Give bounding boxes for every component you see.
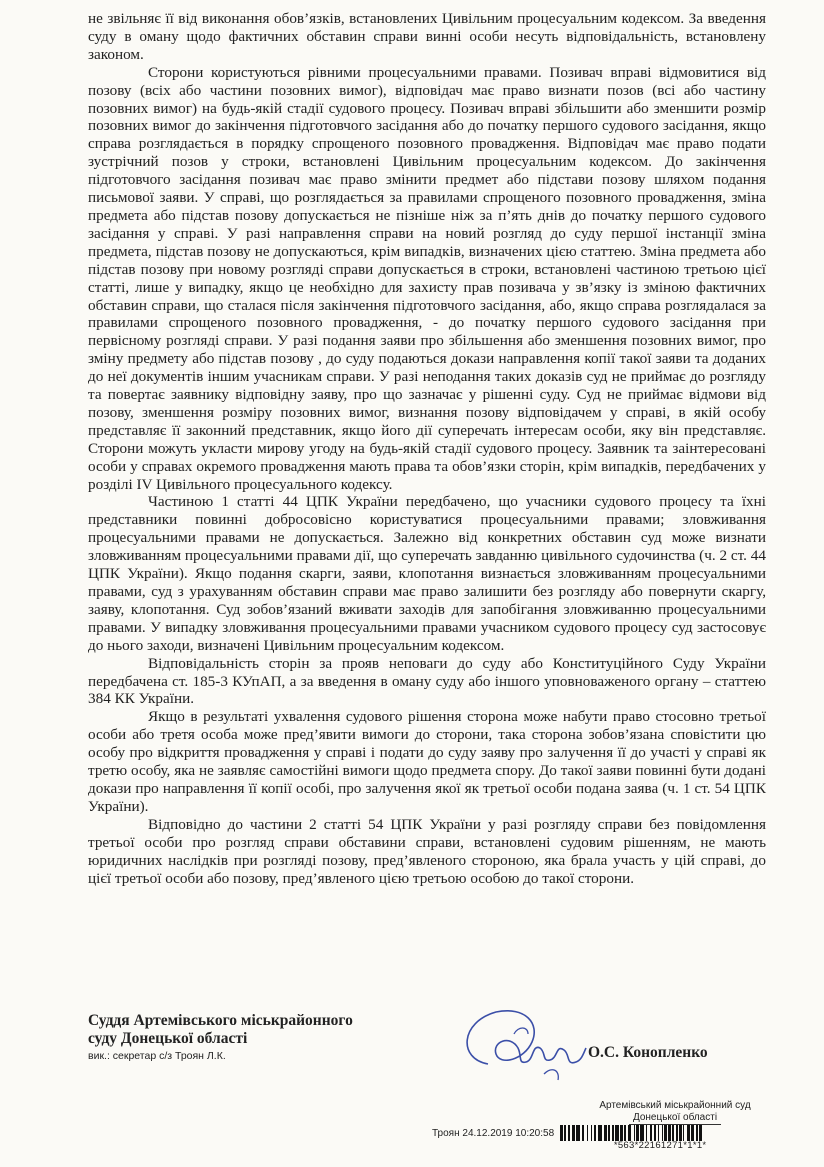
barcode-bar [598, 1125, 599, 1141]
barcode-bar [595, 1125, 596, 1141]
barcode-bar [658, 1125, 659, 1141]
handwritten-signature [448, 1004, 588, 1084]
barcode-caption: Троян 24.12.2019 10:20:58 [432, 1128, 555, 1139]
barcode-bar [560, 1125, 562, 1141]
barcode-bar [680, 1125, 682, 1141]
barcode-id: *563*22161271*1*1* [613, 1140, 707, 1151]
barcode-bar [688, 1125, 690, 1141]
barcode-bar [654, 1125, 655, 1141]
barcode-bar [578, 1125, 579, 1141]
document-body [88, 10, 766, 887]
barcode-container [560, 1125, 760, 1151]
barcode-bar [670, 1125, 671, 1141]
court-stamp [580, 1100, 770, 1125]
barcode-icon [560, 1125, 760, 1141]
barcode-bar [579, 1125, 580, 1141]
barcode-bar [572, 1125, 574, 1141]
barcode-bar [679, 1125, 680, 1141]
barcode-bar [599, 1125, 600, 1141]
barcode-bar [668, 1125, 670, 1141]
barcode-bar [672, 1125, 674, 1141]
barcode-bar [628, 1125, 630, 1141]
barcode-bar [691, 1125, 692, 1141]
judge-title-line1: Суддя Артемівського міськрайонного [88, 1012, 353, 1029]
paragraph-parties-rights: Сторони користуються рівними процесуальними правами. Позивач вправі відмовитися від позову (всіх або частини позовних вимог), відповідач має право визнати позов (всі або частину позовних вимог) на будь-якій стадії судового процесу. Позивач вправі збільшити або зменшити розмір позовних вимог до закінчення підготовчого засідання або до початку першого судового засідання, якщо справа розглядається в порядку спрощеного позовного провадження. Відповідач має право подати зустрічний позов у строки, встановлені Цивільним процесуальним кодексом. До закінчення підготовчого засідання позивач має право змінити предмет або підстави позову шляхом подання письмової заяви. У справі, що розглядається за правилами спрощеного позовного провадження, зміна предмета або підстав позову допускається не пізніше ніж за п’ять днів до початку першого судового засідання у справі. У разі направлення справи на новий розгляд до суду першої інстанції зміна предмета, підстав позову не допускаються, крім випадків, визначених цією статтею. Зміна предмета або підстав позову при новому розгляді справи допускається в строки, встановлені частиною третьою цієї статті, лише у випадку, якщо це необхідно для захисту прав позивача у зв’язку із зміною фактичних обставин справи, що сталася після закінчення підготовчого засідання, або, якщо справа розглядалася за правилами спрощеного позовного провадження, - до початку першого судового засідання при первісному розгляді справи. У разі подання заяви про збільшення або зменшення позовних вимог, про зміну предмету або підстав позову , до суду подаються докази направлення копії такої заяви та доданих до неї документів іншим учасникам справи. У разі неподання таких доказів суд не приймає до розгляду та повертає заявнику відповідну заяву, про що зазначає у рішенні суду. Суд не приймає відмови від позову, зменшення розміру позовних вимог, визнання позову відповідачем у справі, в якій особу представляє її законний представник, якщо його дії суперечать інтересам особи, яку він представляє. Сторони можуть укласти мирову угоду на будь-якій стадії судового процесу. Заявник та заінтересовані особи у справах окремого провадження мають права та обов’язки сторін, крім випадків, передбачених у розділі IV Цивільного процесуального кодексу. [88, 63, 766, 493]
barcode-bar [604, 1125, 606, 1141]
barcode-bar [692, 1125, 694, 1141]
barcode-bar [618, 1125, 619, 1141]
barcode-bar [600, 1125, 602, 1141]
barcode-bar [568, 1125, 570, 1141]
barcode-bar [699, 1125, 700, 1141]
barcode-bar [624, 1125, 626, 1141]
barcode-bar [622, 1125, 623, 1141]
barcode-bar [696, 1125, 698, 1141]
paragraph-third-party-consequences: Відповідно до частини 2 статті 54 ЦПК України у разі розгляду справи без повідомлення третьої особи про розгляд справи обставини справи, встановлені судовим рішенням, не мають юридичних наслідків при розгляді позову, пред’явленого стороною, яка брала участь у цій справі, до цієї третьої особи або позову, пред’явленого цією третьою особою до такої сторони. [88, 815, 766, 887]
barcode-bar [634, 1125, 635, 1141]
barcode-bar [651, 1125, 652, 1141]
barcode-bar [583, 1125, 584, 1141]
barcode-bar [687, 1125, 688, 1141]
judge-title-line2: суду Донецької області [88, 1030, 248, 1047]
paragraph-continuation: не звільняє її від виконання обов’язків, встановлених Цивільним процесуальним кодексом. За введення суду в оману щодо фактичних обставин справи винні особи несуть відповідальність, встановлену законом. [88, 10, 766, 63]
barcode-bar [587, 1125, 588, 1141]
barcode-bar [676, 1125, 678, 1141]
barcode-bar [562, 1125, 563, 1141]
paragraph-abuse-of-rights: Частиною 1 статті 44 ЦПК України передбачено, що учасники судового процесу та їхні представники повинні добросовісно користуватися процесуальними правами; зловживання процесуальними правами не допускається. Залежно від конкретних обставин суд може визнати зловживанням процесуальними правами дії, що суперечать завданню цивільного судочинства (ч. 2 ст. 44 ЦПК України). Якщо подання скарги, заяви, клопотання визнається зловживанням процесуальними правами, суд з урахуванням обставин справи має право залишити без розгляду або повернути скаргу, заяву, клопотання. Суд зобов’язаний вживати заходів для запобігання зловживанню процесуальними правами. У випадку зловживання процесуальними правами учасником судового процесу суд застосовує до нього заходи, визначені Цивільним процесуальним кодексом. [88, 493, 766, 654]
paragraph-liability: Відповідальність сторін за прояв неповаги до суду або Конституційного Суду України передбачена ст. 185-3 КУпАП, а за введення в оману суду або іншого уповноваженого органу – статтею 384 КК України. [88, 654, 766, 708]
stamp-court-region: Донецької області [629, 1112, 721, 1125]
barcode-bar [643, 1125, 644, 1141]
executor-note: вик.: секретар с/з Троян Л.К. [88, 1050, 226, 1062]
judge-name: О.С. Конопленко [588, 1044, 708, 1061]
barcode-bar [606, 1125, 607, 1141]
barcode-bar [640, 1125, 642, 1141]
barcode-bar [591, 1125, 592, 1141]
barcode-bar [655, 1125, 656, 1141]
barcode-bar [664, 1125, 666, 1141]
barcode-bar [662, 1125, 663, 1141]
barcode-bar [666, 1125, 667, 1141]
barcode-bar [582, 1125, 583, 1141]
barcode-bar [642, 1125, 643, 1141]
barcode-row [432, 1125, 760, 1153]
barcode-bar [620, 1125, 622, 1141]
barcode-bar [564, 1125, 566, 1141]
barcode-bar [683, 1125, 684, 1141]
barcode-bar [594, 1125, 595, 1141]
barcode-bar [612, 1125, 614, 1141]
barcode-bar [616, 1125, 618, 1141]
barcode-bar [576, 1125, 578, 1141]
barcode-bar [700, 1125, 702, 1141]
signature-block [88, 1012, 788, 1082]
barcode-bar [574, 1125, 575, 1141]
barcode-bar [630, 1125, 631, 1141]
barcode-bar [638, 1125, 639, 1141]
barcode-bar [615, 1125, 616, 1141]
barcode-bar [646, 1125, 647, 1141]
barcode-bar [608, 1125, 610, 1141]
barcode-bar [636, 1125, 638, 1141]
paragraph-third-party-notice: Якщо в результаті ухвалення судового рішення сторона може набути право стосовно третьої особи або третя особа може пред’явити вимоги до сторони, така сторона зобов’язана сповістити цю особу про відкриття провадження у справі і подати до суду заяву про залучення її до участі у справі як третю особу, яка не заявляє самостійні вимоги щодо предмета спору. До такої заяви повинні бути додані докази про направлення її копії особі, про залучення якої як третьої особи подана заява (ч. 1 ст. 54 ЦПК України). [88, 708, 766, 815]
stamp-court-name: Артемівський міськрайонний суд [599, 1100, 751, 1111]
barcode-bar [650, 1125, 651, 1141]
